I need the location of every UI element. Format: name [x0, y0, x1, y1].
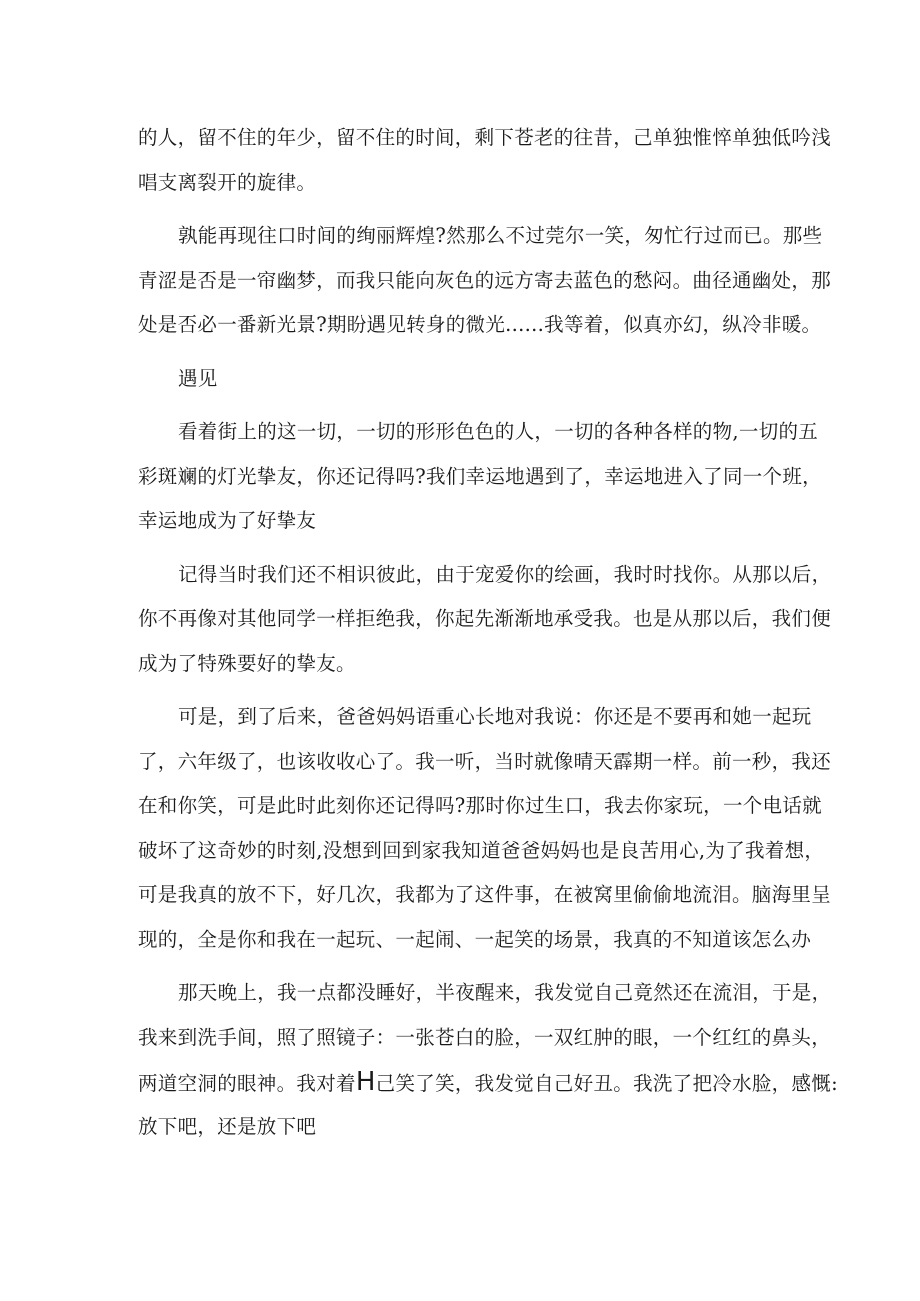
section-heading: 遇见 — [178, 366, 218, 390]
text-line: 可是我真的放不下，好几次，我都为了这件事，在被窝里偷偷地流泪。脑海里呈 — [138, 883, 832, 906]
text-line: 彩斑斓的灯光挚友，你还记得吗?我们幸运地遇到了，幸运地进入了同一个班， — [138, 464, 822, 488]
text-segment: 己笑了笑，我发觉自己好丑。我洗了把冷水脸，感慨: — [375, 1072, 838, 1095]
text-line: 唱支离裂开的旋律。 — [138, 170, 317, 194]
text-line: 成为了特殊要好的挚友。 — [138, 651, 356, 675]
text-line: 孰能再现往口时间的绚丽辉煌?然那么不过莞尔一笑，匆忙行过而已。那些 — [178, 224, 823, 247]
text-line: 你不再像对其他同学一样拒绝我，你起先渐渐地承受我。也是从那以后，我们便 — [138, 607, 832, 630]
text-line: 记得当时我们还不相识彼此，由于宠爱你的绘画，我时时找你。从那以后， — [178, 562, 832, 586]
paragraph-heading-meet — [138, 357, 788, 402]
odd-glyph: H — [355, 1067, 376, 1097]
text-line: 破坏了这奇妙的时刻,没想到回到家我知道爸爸妈妈也是良苦用心,为了我着想， — [138, 838, 825, 862]
text-line: 的人，留不住的年少，留不住的时间，剩下苍老的往昔，己单独惟悴单独低吟浅 — [138, 126, 832, 149]
text-line: 放下吧，还是放下吧 — [138, 1114, 317, 1138]
text-line: 看着街上的这一切，一切的形形色色的人，一切的各种各样的物,一切的五 — [178, 420, 819, 443]
text-line: 那天晚上，我一点都没睡好，半夜醒来，我发觉自己竟然还在流泪，于是， — [178, 981, 832, 1004]
text-line: 青涩是否是一帘幽梦，而我只能向灰色的远方寄去蓝色的愁闷。曲径通幽处，那 — [138, 268, 832, 292]
text-line: 了，六年级了，也该收收心了。我一听，当时就像晴天霹期一样。前一秒，我还 — [138, 749, 832, 773]
paragraph-4 — [138, 553, 832, 687]
text-line: 在和你笑，可是此时此刻你还记得吗?那时你过生口，我去你家玩，一个电话就 — [138, 794, 822, 817]
paragraph-6 — [138, 971, 838, 1149]
text-line: 现的，全是你和我在一起玩、一起闹、一起笑的场景，我真的不知道该怎么办 — [138, 927, 812, 951]
paragraph-3 — [138, 410, 822, 544]
text-line: 可是，到了后来，爸爸妈妈语重心长地对我说：你还是不要再和她一起玩 — [178, 705, 812, 728]
paragraph-2 — [138, 214, 832, 348]
document-page — [138, 116, 838, 1149]
text-line: 处是否必一番新光景?期盼遇见转身的微光......我等着，似真亦幻，纵冷非暖。 — [138, 313, 822, 336]
paragraph-1 — [138, 116, 832, 205]
text-line: 幸运地成为了好挚友 — [138, 509, 317, 532]
text-line: 我来到洗手间，照了照镜子：一张苍白的脸，一双红肿的眼，一个红红的鼻头， — [138, 1025, 832, 1049]
text-line-mixed — [138, 1060, 838, 1105]
text-segment: 两道空洞的眼神。我对着 — [138, 1072, 356, 1095]
paragraph-5 — [138, 695, 832, 962]
